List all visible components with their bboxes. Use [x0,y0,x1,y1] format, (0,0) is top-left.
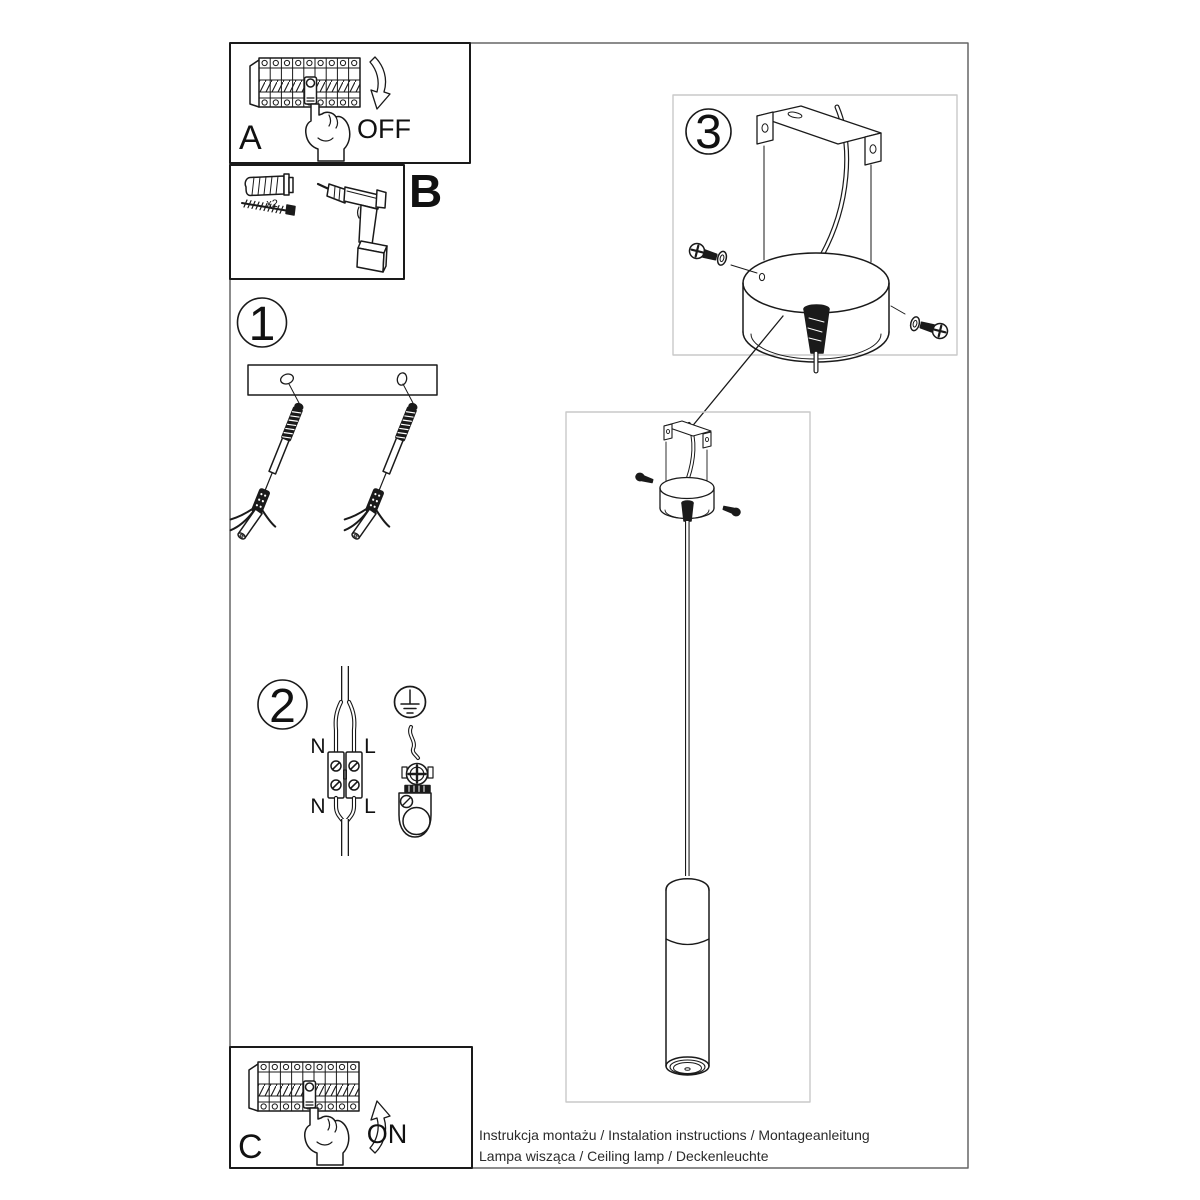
bulb-lens-icon [685,1068,690,1071]
footer-line-2: Lampa wisząca / Ceiling lamp / Deckenleuchte [479,1148,769,1164]
wire-label-l-bottom: L [364,795,376,818]
mini-screw-icon [635,473,653,484]
overview-bracket [664,421,711,478]
lamp-cable-bottom [336,798,354,856]
breaker-panel-icon [249,1062,359,1165]
footer-line-1: Instrukcja montażu / Instalation instructions / Montageanleitung [479,1127,870,1143]
ground-wire [410,727,418,758]
anchor-screw-icon [225,396,321,549]
panel-c-label: C [238,1128,263,1166]
ground-terminal-icon [402,764,433,793]
footer [479,1127,870,1164]
strain-relief-icon [399,793,431,837]
pendant-tube [666,879,709,1075]
step-2-number: 2 [269,680,296,733]
on-label: ON [366,1119,408,1149]
step-1-drawing [225,298,437,549]
step-2-badge [258,680,307,733]
mounting-rail-drawing [248,365,437,395]
step-3-badge [686,106,731,159]
ceiling-bracket-drawing [757,106,881,257]
overview-canopy [660,478,714,522]
off-label: OFF [357,114,411,144]
step-3-number: 3 [695,106,722,159]
alignment-line [891,306,905,314]
canopy-drawing [743,253,889,371]
power-off-panel [230,43,470,163]
step-2-drawing [258,666,433,856]
step-1-badge [238,298,287,351]
panel-a-label: A [239,119,262,157]
canopy-screw-icon [909,316,949,340]
wire-label-n-bottom: N [310,795,326,818]
page-border [230,43,968,1168]
supply-cable-top [336,666,355,753]
panel-b-label: B [409,165,443,217]
breaker-panel-icon [250,58,360,161]
ground-symbol-icon [395,687,426,718]
anchor-quantity-label: x2 [266,198,278,210]
lamp-overview-drawing [566,412,810,1102]
anchor-screw-icon [339,396,435,549]
tools-panel [230,165,442,279]
mini-screw-icon [723,505,741,516]
step-3-drawing [673,95,957,429]
arrow-down-icon [370,57,390,109]
step-1-number: 1 [248,298,276,351]
alignment-line [764,146,871,262]
terminal-block-icon [328,752,362,798]
power-on-panel [230,1047,472,1168]
wire-label-n-top: N [310,735,326,758]
wall-plug-icon [245,174,293,196]
drill-icon [318,184,387,272]
wire-label-l-top: L [364,735,376,758]
canopy-screw-icon [688,242,728,266]
